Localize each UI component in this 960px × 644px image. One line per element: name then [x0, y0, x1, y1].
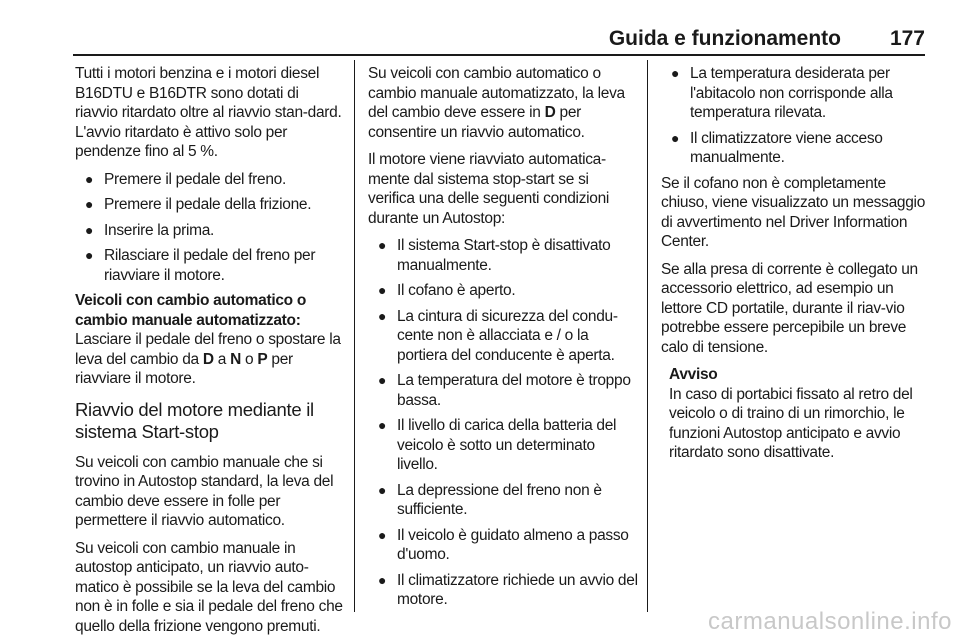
list-item: ● Inserire la prima. — [85, 221, 215, 239]
page-title: Guida e funzionamento — [608, 27, 841, 50]
bullet-icon: ● — [378, 237, 387, 253]
bullet-icon: ● — [85, 170, 94, 187]
gear-p-label: P — [257, 350, 268, 368]
column-divider-1 — [354, 60, 355, 612]
auto-paragraph: Lasciare il pedale del freno o spostare la leva del cambio da D a N o P per riavviare il motore. — [75, 331, 341, 387]
column-1 — [75, 64, 345, 644]
socket-paragraph: Se alla presa di corrente è collegato un accessorio elettrico, ad esempio un lettore CD portatile, durante il riav-vio potrebbe essere percepibile un breve calo di tensione. — [661, 260, 918, 356]
bullet-icon: ● — [671, 65, 680, 81]
bullet-icon: ● — [671, 129, 680, 146]
list-item: ● La temperatura del motore è troppo bassa. — [378, 372, 631, 409]
bullet-icon: ● — [378, 417, 387, 433]
list-item: ● Il cofano è aperto. — [378, 282, 516, 299]
restart-conditions-list — [368, 236, 638, 610]
bullet-icon: ● — [378, 307, 387, 324]
bullet-icon: ● — [378, 526, 387, 543]
list-item: ● Il veicolo è guidato almeno a passo d'uomo. — [378, 526, 629, 563]
watermark: carmanualsonline.info — [708, 608, 952, 635]
column-2 — [368, 64, 638, 616]
notice-box — [669, 365, 929, 463]
bullet-icon: ● — [85, 196, 94, 212]
header-rule — [73, 54, 925, 56]
list-item: ● Il climatizzatore richiede un avvio del motore. — [378, 571, 638, 608]
column-divider-2 — [647, 60, 648, 612]
list-item: ● La depressione del freno non è sufficiente. — [378, 481, 602, 518]
hood-paragraph: Se il cofano non è completamente chiuso, viene visualizzato un messaggio di avvertimento nel Driver Information Center. — [661, 174, 926, 250]
page-header — [73, 24, 925, 54]
list-item: ● La cintura di sicurezza del condu-cente non è allacciata e / o la portiera del conducente è aperta. — [378, 307, 618, 364]
bullet-icon: ● — [378, 481, 387, 498]
bullet-icon: ● — [85, 247, 94, 263]
bullet-icon: ● — [378, 282, 387, 298]
manual-paragraph-2: Su veicoli con cambio manuale in autostop anticipato, un riavvio auto-matico è possibile se la leva del cambio non è in folle e sia il pedale del freno che quello della frizione vengono premuti. — [75, 539, 343, 635]
list-item: ● Il livello di carica della batteria del veicolo è sotto un determinato livello. — [378, 417, 617, 473]
bullet-icon: ● — [378, 372, 387, 388]
notice-text: In caso di portabici fissato al retro del veicolo o di traino di un rimorchio, le funzioni Autostop anticipato e avvio ritardato sono disattivate. — [669, 385, 913, 461]
intro-paragraph: Tutti i motori benzina e i motori diesel B16DTU e B16DTR sono dotati di riavvio ritardato oltre al riavvio stan-dard. L'avvio ritardato è attivo solo per pendenze fino al 5 %. — [75, 65, 342, 160]
notice-title: Avviso — [669, 366, 718, 383]
restart-steps-list — [75, 170, 345, 286]
gear-d-label: D — [544, 104, 556, 121]
auto-subheading: Veicoli con cambio automatico o cambio manuale automatizzato: — [75, 292, 307, 329]
list-item: ● La temperatura desiderata per l'abitacolo non corrisponde alla temperatura rilevata. — [671, 65, 893, 121]
list-item: ● Premere il pedale della frizione. — [85, 196, 312, 213]
list-item: ● Il sistema Start-stop è disattivato manualmente. — [378, 237, 611, 274]
page-number: 177 — [889, 27, 925, 50]
bullet-icon: ● — [85, 221, 94, 238]
auto-restart-paragraph: Su veicoli con cambio automatico o cambio manuale automatizzato, la leva del cambio deve essere in D per consentire un riavvio automatico. — [368, 65, 625, 141]
column-3 — [661, 64, 929, 471]
list-item: ● Premere il pedale del freno. — [85, 170, 287, 188]
section-heading: Riavvio del motore mediante il sistema Start-stop — [75, 398, 314, 442]
more-conditions-list — [661, 64, 929, 168]
list-item: ● Rilasciare il pedale del freno per riavviare il motore. — [85, 247, 316, 284]
list-item: ● Il climatizzatore viene acceso manualmente. — [671, 129, 883, 166]
bullet-icon: ● — [378, 571, 387, 588]
manual-paragraph: Su veicoli con cambio manuale che si trovino in Autostop standard, la leva del cambio deve essere in folle per permettere il riavvio automatico. — [75, 453, 334, 529]
gear-n-label: N — [230, 350, 242, 368]
restart-conditions-intro: Il motore viene riavviato automatica-mente dal sistema stop-start se si verifica una delle seguenti condizioni durante un Autostop: — [368, 151, 610, 227]
gear-d-label: D — [202, 350, 214, 368]
